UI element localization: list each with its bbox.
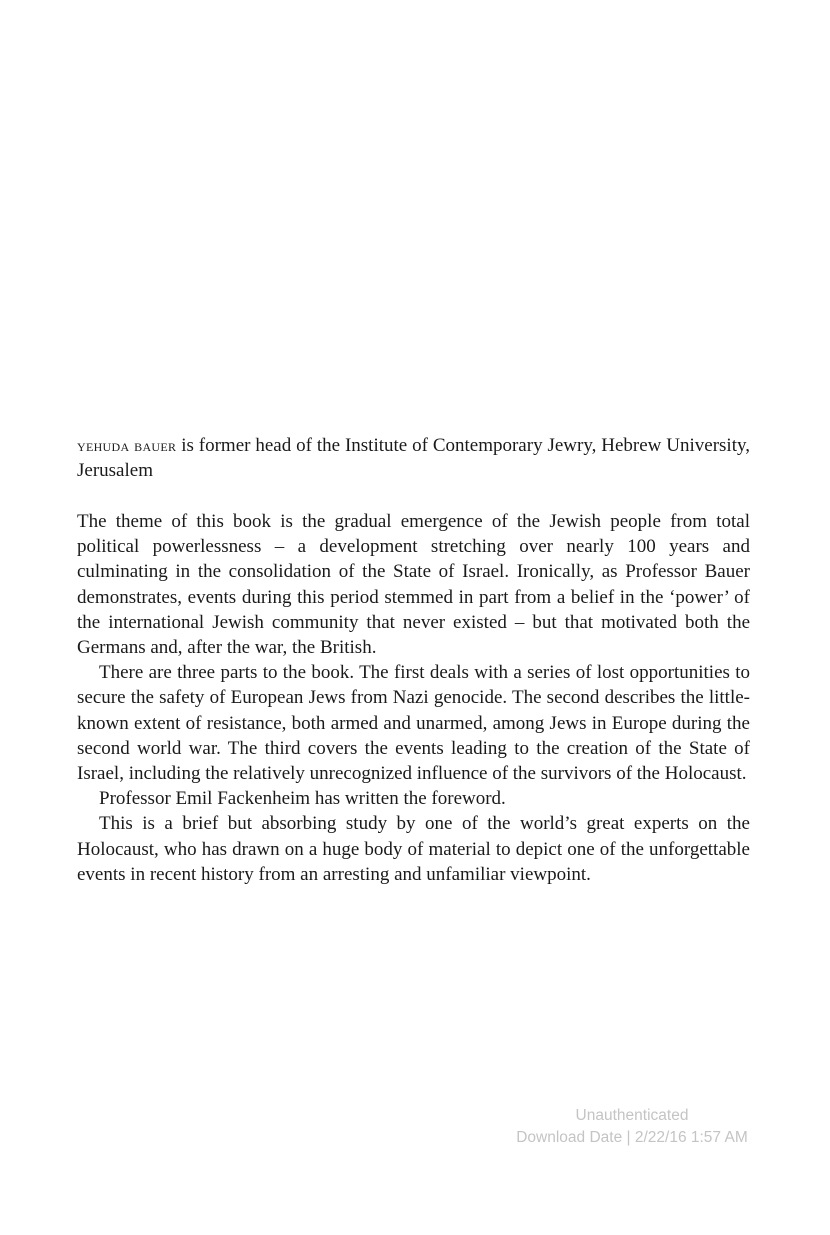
paragraph-parts: There are three parts to the book. The first deals with a series of lost opportunities to secure the safety of European Jews from Nazi genocide. The second describes the little-known extent of resistance, both armed and unarmed, among Jews in Europe during the second world war. The third covers the events leading to the creation of the State of Israel, including the relatively unrecognized influence of the survivors of the Holocaust. [77, 662, 750, 785]
watermark-download-date: Download Date | 2/22/16 1:57 AM [516, 1129, 748, 1146]
paragraph-foreword: Professor Emil Fackenheim has written the foreword. [99, 788, 506, 810]
author-note [77, 433, 750, 483]
paragraph-summary: This is a brief but absorbing study by one of the world’s great experts on the Holocaust, who has drawn on a huge body of material to depict one of the unforgettable events in recent history from an arresting and unfamiliar viewpoint. [77, 813, 750, 885]
author-bio: is former head of the Institute of Contemporary Jewry, Hebrew University, Jerusalem [77, 435, 750, 482]
paragraph-theme: The theme of this book is the gradual emergence of the Jewish people from total political powerlessness – a development stretching over nearly 100 years and culminating in the consolidation of the State of Israel. Ironically, as Professor Bauer demonstrates, events during this period stemmed in part from a belief in the ‘power’ of the international Jewish community that never existed – but that motivated both the Germans and, after the war, the British. [77, 511, 750, 659]
author-name: yehuda bauer [77, 436, 177, 455]
watermark-auth-status: Unauthenticated [575, 1107, 689, 1124]
download-watermark [482, 1105, 782, 1149]
book-description [77, 509, 750, 887]
